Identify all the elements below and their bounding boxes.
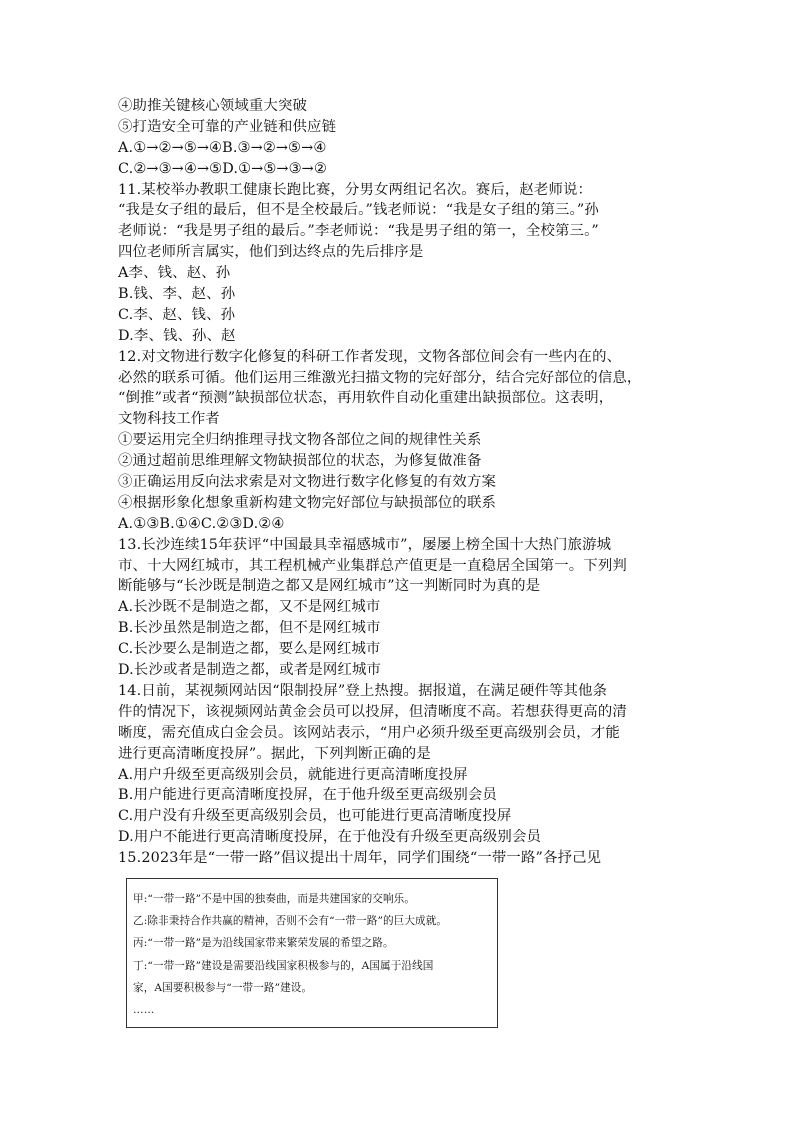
q11-stem-line-2: “我是女子组的最后，但不是全校最后。”钱老师说：“我是女子组的第三。”孙 (118, 202, 599, 219)
q11-option-b: B.钱、李、赵、孙 (118, 286, 236, 303)
q11-stem-line-4: 四位老师所言属实，他们到达终点的先后排序是 (118, 244, 424, 261)
q14-stem-line-1: 14.日前，某视频网站因“限制投屏”登上热搜。据报道，在满足硬件等其他条 (118, 682, 608, 699)
q10-item-4: ④助推关键核心领域重大突破 (118, 98, 308, 114)
q11-option-c: C.李、赵、钱、孙 (118, 306, 236, 323)
q12-stem-line-1: 12.对文物进行数字化修复的科研工作者发现，文物各部位间会有一些内在的、 (118, 348, 622, 365)
q12-options: A.①③B.①④C.②③D.②④ (118, 515, 285, 532)
q13-option-b: B.长沙虽然是制造之都，但不是网红城市 (118, 620, 381, 637)
q14-option-b: B.用户能进行更高清晰度投屏，在于他升级至更高级别会员 (118, 787, 497, 804)
q12-item-4: ④根据形象化想象重新构建文物完好部位与缺损部位的联系 (118, 494, 497, 511)
q10-options-ab: A.①→②→⑤→④B.③→②→⑤→④ (118, 139, 327, 156)
q15-opinion-ding-line-1: 丁:“一带一路”建设是需要沿线国家积极参与的，A国属于沿线国 (133, 959, 434, 972)
q13-stem-line-2: 市、十大网红城市，其工程机械产业集群总产值更是一直稳居全国第一。下列判 (118, 557, 627, 574)
q13-option-a: A.长沙既不是制造之都，又不是网红城市 (118, 599, 381, 616)
q14-option-a: A.用户升级至更高级别会员，就能进行更高清晰度投屏 (118, 766, 468, 783)
q15-opinion-bing: 丙:“一带一路”是为沿线国家带来繁荣发展的希望之路。 (133, 937, 394, 950)
q15-opinion-ellipsis: …… (133, 1003, 155, 1016)
q15-opinion-jia: 甲:“一带一路”不是中国的独奏曲，而是共建国家的交响乐。 (133, 892, 416, 905)
q12-item-1: ①要运用完全归纳推理寻找文物各部位之间的规律性关系 (118, 432, 482, 449)
q11-option-a: A李、钱、赵、孙 (118, 265, 231, 282)
q14-stem-line-3: 晰度，需充值成白金会员。该网站表示，“用户必须升级至更高级别会员，才能 (118, 724, 620, 741)
q12-stem-line-2: 必然的联系可循。他们运用三维激光扫描文物的完好部分，结合完好部位的信息， (118, 369, 642, 386)
q15-opinion-box (126, 878, 498, 1028)
q12-item-2: ②通过超前思维理解文物缺损部位的状态，为修复做准备 (118, 453, 482, 470)
q12-stem-line-3: “倒推”或者“预测”缺损部位状态，再用软件自动化重建出缺损部位。这表明， (118, 390, 614, 407)
q12-item-3: ③正确运用反向法求索是对文物进行数字化修复的有效方案 (118, 474, 497, 491)
q13-stem-line-3: 断能够与“长沙既是制造之都又是网红城市”这一判断同时为真的是 (118, 578, 541, 595)
q11-option-d: D.李、钱、孙、赵 (118, 327, 236, 344)
q14-option-c: C.用户没有升级至更高级别会员，也可能进行更高清晰度投屏 (118, 808, 512, 825)
q13-option-d: D.长沙或者是制造之都，或者是网红城市 (118, 662, 382, 679)
q11-stem-line-3: 老师说：“我是男子组的最后。”李老师说：“我是男子组的第一，全校第三。” (118, 223, 599, 240)
q14-option-d: D.用户不能进行更高清晰度投屏，在于他没有升级至更高级别会员 (118, 829, 542, 846)
q14-stem-line-4: 进行更高清晰度投屏”。据此，下列判断正确的是 (118, 745, 431, 762)
q12-stem-line-4: 文物科技工作者 (118, 411, 220, 428)
q13-option-c: C.长沙要么是制造之都，要么是网红城市 (118, 641, 381, 658)
q10-options-cd: C.②→③→④→⑤D.①→⑤→③→② (118, 160, 327, 177)
q14-stem-line-2: 件的情况下，该视频网站黄金会员可以投屏，但清晰度不高。若想获得更高的清 (118, 703, 627, 720)
q10-item-5: ⑤打造安全可靠的产业链和供应链 (118, 118, 337, 135)
exam-page (118, 96, 682, 1028)
q15-opinion-ding-line-2: 家，A国要积极参与“一带一路”建设。 (133, 981, 313, 994)
q15-stem-line-1: 15.2023年是“一带一路”倡议提出十周年，同学们围绕“一带一路”各抒己见 (118, 850, 602, 867)
q13-stem-line-1: 13.长沙连续15年获评“中国最具幸福感城市”，屡屡上榜全国十大热门旅游城 (118, 536, 612, 553)
q11-stem-line-1: 11.某校举办教职工健康长跑比赛，分男女两组记名次。赛后，赵老师说： (118, 181, 593, 198)
q15-opinion-yi: 乙:除非秉持合作共赢的精神，否则不会有“一带一路”的巨大成就。 (133, 915, 448, 928)
